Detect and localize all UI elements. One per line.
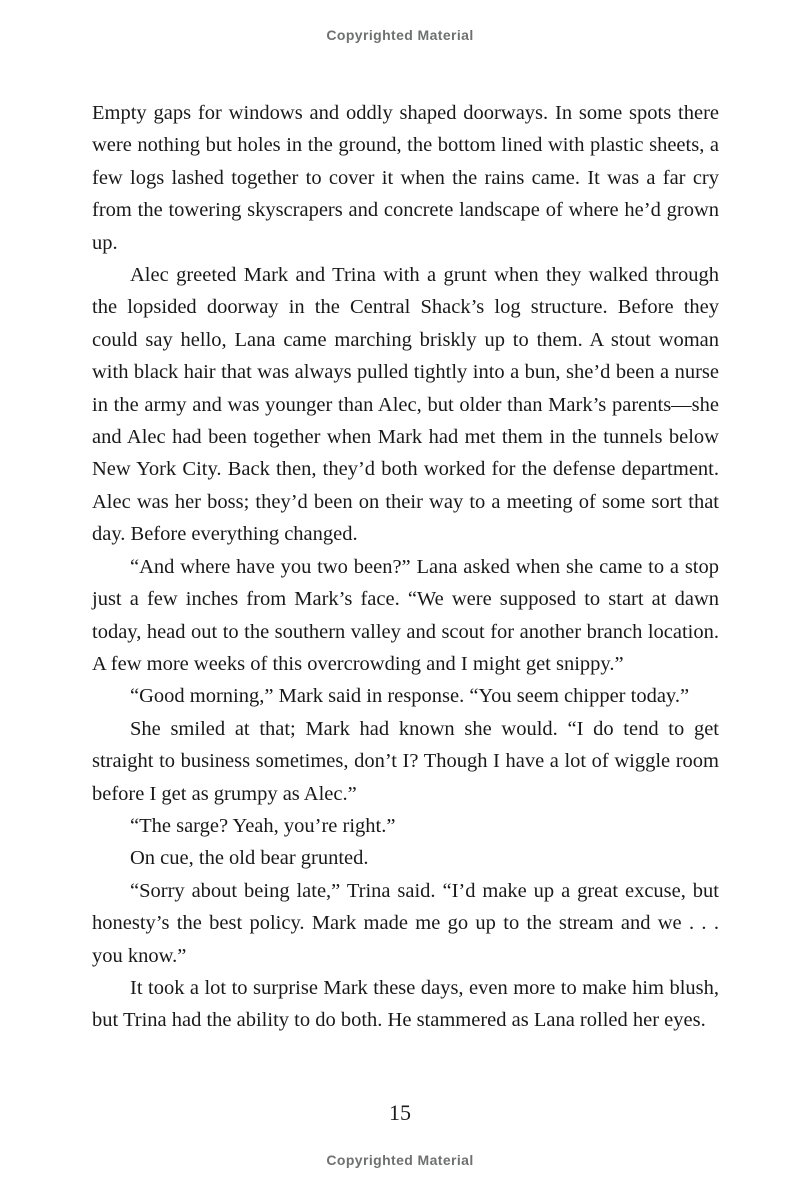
body-text	[92, 97, 719, 1037]
paragraph: “Sorry about being late,” Trina said. “I’d make up a great excuse, but honesty’s the best policy. Mark made me go up to the stream and we . . . you know.”	[92, 879, 719, 967]
paragraph: On cue, the old bear grunted.	[130, 847, 369, 870]
paragraph: Empty gaps for windows and oddly shaped doorways. In some spots there were nothing but holes in the ground, the bottom lined with plastic sheets, a few logs lashed together to cover it when the rains came. It was a far cry from the towering skyscrapers and concrete landscape of where he’d grown up.	[92, 102, 719, 254]
copyright-notice-bottom: Copyrighted Material	[326, 1152, 474, 1168]
paragraph: Alec greeted Mark and Trina with a grunt when they walked through the lopsided doorway in the Central Shack’s log structure. Before they could say hello, Lana came marching briskly up to them. A stout woman with black hair that was always pulled tightly into a bun, she’d been a nurse in the army and was younger than Alec, but older than Mark’s parents—she and Alec had been together when Mark had met them in the tunnels below New York City. Back then, they’d both worked for the defense department. Alec was her boss; they’d been on their way to a meeting of some sort that day. Before everything changed.	[92, 264, 719, 546]
paragraph: “Good morning,” Mark said in response. “You seem chipper today.”	[130, 685, 690, 708]
paragraph: She smiled at that; Mark had known she would. “I do tend to get straight to business sometimes, don’t I? Though I have a lot of wiggle room before I get as grumpy as Alec.”	[92, 717, 719, 805]
paragraph: It took a lot to surprise Mark these days, even more to make him blush, but Trina had the ability to do both. He stammered as Lana rolled her eyes.	[92, 976, 719, 1032]
paragraph: “And where have you two been?” Lana asked when she came to a stop just a few inches from Mark’s face. “We were supposed to start at dawn today, head out to the southern valley and scout for another branch location. A few more weeks of this overcrowding and I might get snippy.”	[92, 555, 719, 675]
paragraph: “The sarge? Yeah, you’re right.”	[130, 814, 396, 837]
copyright-notice-top: Copyrighted Material	[326, 27, 474, 43]
page-number: 15	[389, 1100, 411, 1125]
